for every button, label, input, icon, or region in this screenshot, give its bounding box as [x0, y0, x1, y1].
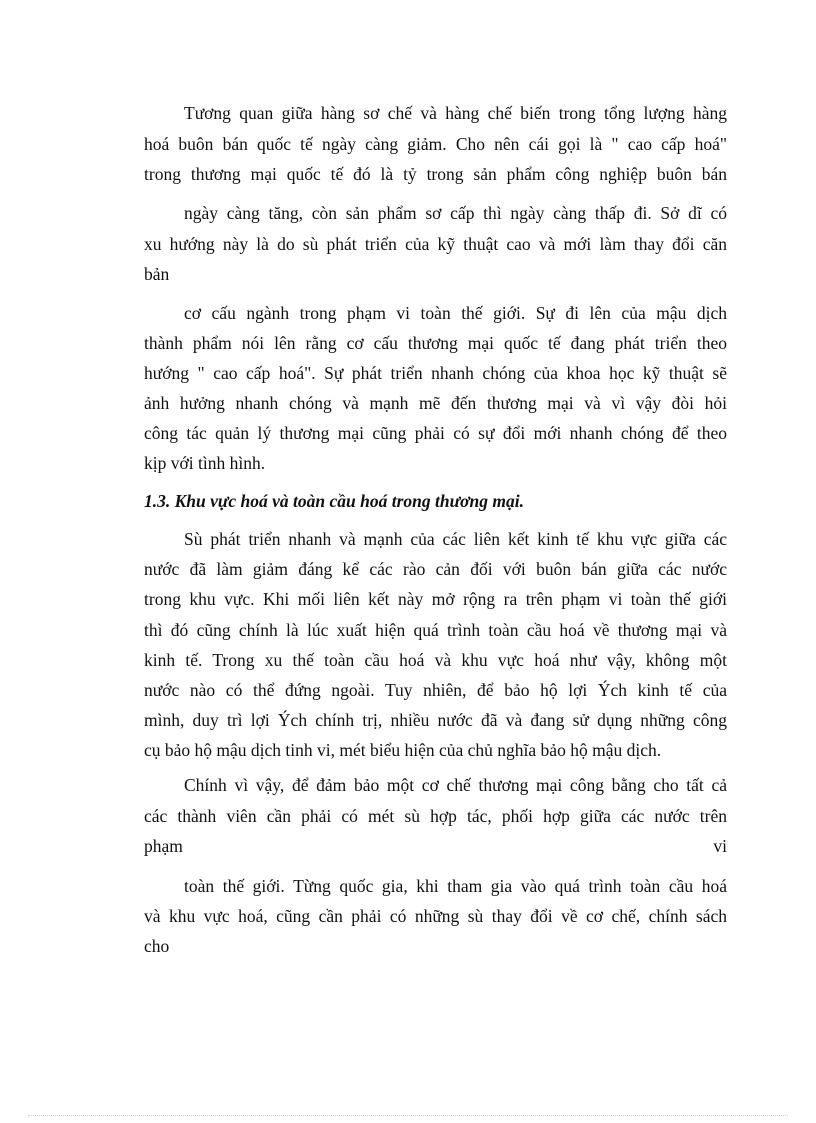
paragraph-line: cho	[144, 936, 170, 956]
paragraph-line: mình, duy trì lợi Ých chính trị, nhiều nước đã và đang sử dụng những công	[144, 710, 727, 730]
paragraph-line: xu hướng này là do sù phát triển của kỹ thuật cao và mới làm thay đổi căn	[144, 234, 727, 254]
paragraph-line: nước nào có thể đứng ngoài. Tuy nhiên, để bảo hộ lợi Ých kinh tế của	[144, 680, 727, 700]
paragraph-line: bản	[144, 264, 170, 284]
paragraph-line: cơ cấu ngành trong phạm vi toàn thế giới. Sự đi lên của mậu dịch	[184, 303, 727, 323]
paragraph-line: các thành viên cần phải có mét sù hợp tác, phối hợp giữa các nước trên	[144, 806, 727, 826]
paragraph-line-split	[144, 835, 727, 857]
paragraph-line: công tác quản lý thương mại cũng phải có sự đổi mới nhanh chóng để theo	[144, 423, 727, 443]
paragraph-line: cụ bảo hộ mậu dịch tinh vi, mét biểu hiện của chủ nghĩa bảo hộ mậu dịch.	[144, 740, 662, 760]
paragraph-line: kinh tế. Trong xu thế toàn cầu hoá và khu vực hoá như vậy, không một	[144, 650, 727, 670]
paragraph-line: hoá buôn bán quốc tế ngày càng giảm. Cho nên cái gọi là " cao cấp hoá"	[144, 134, 727, 154]
paragraph-line: Chính vì vậy, để đảm bảo một cơ chế thương mại công bằng cho tất cả	[184, 775, 727, 795]
paragraph-line: hướng " cao cấp hoá". Sự phát triển nhanh chóng của khoa học kỹ thuật sẽ	[144, 363, 727, 383]
split-left-word: phạm	[144, 836, 183, 856]
paragraph-line: toàn thế giới. Từng quốc gia, khi tham gia vào quá trình toàn cầu hoá	[184, 876, 727, 896]
paragraph-line: nước đã làm giảm đáng kể các rào cản đối với buôn bán giữa các nước	[144, 559, 727, 579]
paragraph-line: Tương quan giữa hàng sơ chế và hàng chế biến trong tổng lượng hàng	[184, 103, 727, 123]
paragraph-line: Sù phát triển nhanh và mạnh của các liên kết kinh tế khu vực giữa các	[184, 529, 727, 549]
paragraph-line: thành phẩm nói lên rằng cơ cấu thương mại quốc tế đang phát triển theo	[144, 333, 727, 353]
page-bottom-border	[28, 1115, 788, 1116]
paragraph-line: và khu vực hoá, cũng cần phải có những sù thay đổi về cơ chế, chính sách	[144, 906, 727, 926]
section-heading: 1.3. Khu vực hoá và toàn cầu hoá trong thương mại.	[144, 491, 524, 511]
paragraph-line: thì đó cũng chính là lúc xuất hiện quá trình toàn cầu hoá về thương mại và	[144, 620, 727, 640]
paragraph-line: trong khu vực. Khi mối liên kết này mở rộng ra trên phạm vi toàn thế giới	[144, 589, 727, 609]
paragraph-line: ngày càng tăng, còn sản phẩm sơ cấp thì ngày càng thấp đi. Sở dĩ có	[184, 203, 727, 223]
paragraph-line: ảnh hưởng nhanh chóng và mạnh mẽ đến thương mại và vì vậy đòi hỏi	[144, 393, 727, 413]
split-right-word: vi	[713, 836, 727, 856]
paragraph-line: trong thương mại quốc tế đó là tỷ trong sản phẩm công nghiệp buôn bán	[144, 164, 727, 184]
paragraph-line: kịp với tình hình.	[144, 453, 266, 473]
